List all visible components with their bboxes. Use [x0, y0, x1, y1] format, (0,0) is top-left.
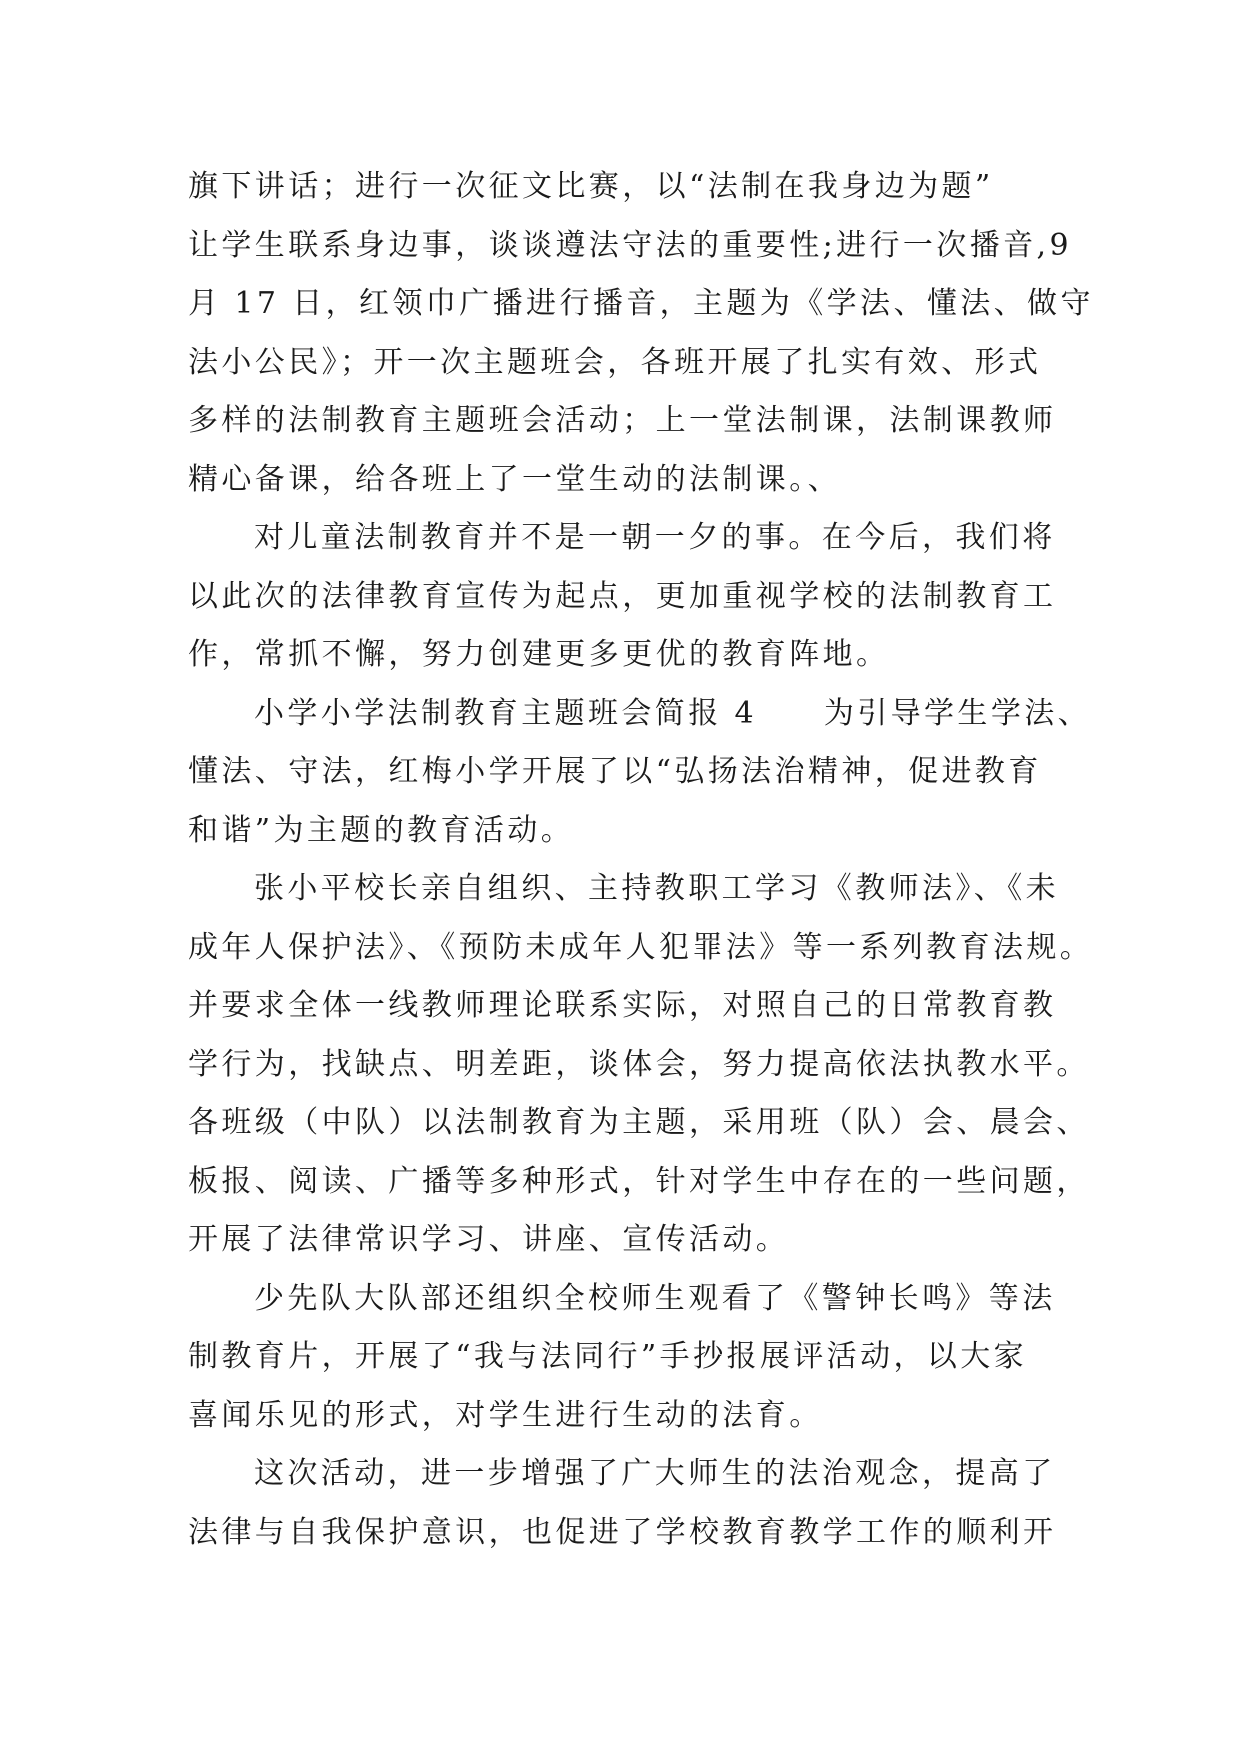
text-line: 成年人保护法》、《预防未成年人犯罪法》等一系列教育法规。 [188, 929, 1094, 965]
text-line: 月 17 日，红领巾广播进行播音，主题为《学法、懂法、做守 [188, 286, 1094, 321]
text-line: 法律与自我保护意识，也促进了学校教育教学工作的顺利开 [188, 1514, 1057, 1550]
document-body [188, 158, 1094, 1562]
text-line: 法小公民》；开一次主题班会，各班开展了扎实有效、形式 [188, 344, 1042, 380]
text-line: 少先队大队部还组织全校师生观看了《警钟长鸣》等法 [254, 1280, 1056, 1316]
text-line: 和谐”为主题的教育活动。 [188, 812, 575, 848]
text-line: 对儿童法制教育并不是一朝一夕的事。在今后，我们将 [254, 520, 1056, 555]
text-line: 张小平校长亲自组织、主持教职工学习《教师法》、《未 [254, 871, 1059, 906]
text-line: 各班级（中队）以法制教育为主题，采用班（队）会、晨会、 [188, 1105, 1090, 1140]
text-line: 并要求全体一线教师理论联系实际，对照自己的日常教育教 [188, 988, 1057, 1023]
text-line: 制教育片，开展了“我与法同行”手抄报展评活动，以大家 [188, 1339, 1028, 1374]
text-line: 这次活动，进一步增强了广大师生的法治观念，提高了 [254, 1456, 1056, 1491]
text-line: 以此次的法律教育宣传为起点，更加重视学校的法制教育工 [188, 578, 1057, 614]
text-line: 让学生联系身边事，谈谈遵法守法的重要性;进行一次播音,9 [188, 227, 1072, 263]
text-line: 旗下讲话；进行一次征文比赛，以“法制在我身边为题” [188, 169, 994, 204]
text-line: 小学小学法制教育主题班会简报 4 为引导学生学法、 [254, 695, 1092, 731]
text-line: 作，常抓不懈，努力创建更多更优的教育阵地。 [188, 637, 890, 672]
text-line: 喜闻乐见的形式，对学生进行生动的法育。 [188, 1397, 823, 1433]
text-line: 开展了法律常识学习、讲座、宣传活动。 [188, 1222, 790, 1257]
text-line: 板报、阅读、广播等多种形式，针对学生中存在的一些问题， [188, 1163, 1090, 1199]
text-line: 精心备课，给各班上了一堂生动的法制课。、 [188, 461, 841, 497]
text-line: 学行为，找缺点、明差距，谈体会，努力提高依法执教水平。 [188, 1046, 1090, 1082]
text-line: 懂法、守法，红梅小学开展了以“弘扬法治精神，促进教育 [188, 754, 1042, 789]
text-line: 多样的法制教育主题班会活动；上一堂法制课，法制课教师 [188, 403, 1057, 438]
